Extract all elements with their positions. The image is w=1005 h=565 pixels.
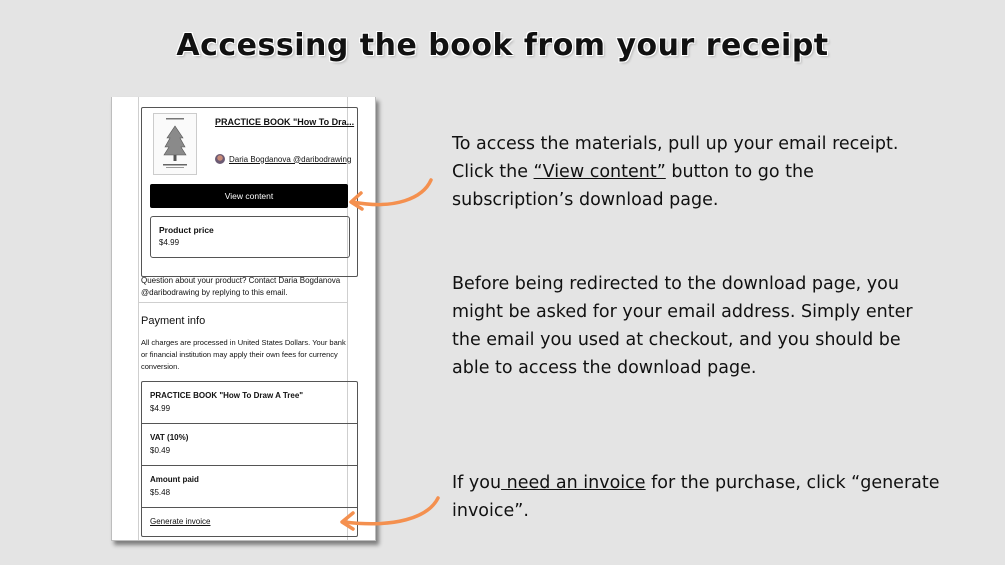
- product-price-value: $4.99: [159, 238, 180, 247]
- question-text: Question about your product? Contact Daria Bogdanova @daribodrawing by replying to this email.: [141, 276, 341, 297]
- instruction-view-content: [452, 130, 927, 214]
- payment-line-items: [141, 381, 358, 537]
- generate-invoice-row: [142, 508, 357, 536]
- tree-drawing-icon: [154, 114, 196, 174]
- view-content-button[interactable]: View content: [150, 184, 348, 208]
- line-item-value: $5.48: [150, 488, 171, 497]
- arrow-to-generate-invoice-icon: [336, 494, 444, 534]
- instruction-text: button to go the subscription’s download page.: [452, 162, 814, 210]
- line-item-value: $0.49: [150, 446, 171, 455]
- seller-name: Daria Bogdanova @daribodrawing: [229, 154, 352, 164]
- generate-invoice-link[interactable]: Generate invoice: [150, 517, 211, 526]
- need-invoice-reference: need an invoice: [501, 473, 646, 493]
- instruction-text: To access the materials, pull up your email receipt. Click the: [452, 134, 899, 182]
- product-price-label: Product price: [159, 225, 214, 235]
- line-item: [142, 424, 357, 466]
- slide-title: Accessing the book from your receipt: [176, 28, 829, 63]
- arrow-to-view-content-icon: [345, 176, 437, 214]
- divider: [138, 302, 347, 303]
- product-card: [141, 107, 358, 277]
- instruction-text: for the purchase, click “generate invoice”.: [452, 473, 940, 521]
- seller-avatar: [215, 154, 225, 164]
- product-title-link[interactable]: PRACTICE BOOK "How To Dra...: [215, 117, 355, 127]
- line-item-label: VAT (10%): [150, 433, 189, 442]
- product-price-box: [150, 216, 350, 258]
- view-content-reference: “View content”: [533, 162, 666, 182]
- instruction-invoice: [452, 469, 972, 525]
- seller-link[interactable]: [215, 154, 351, 164]
- line-item: [142, 466, 357, 508]
- line-item: [142, 382, 357, 424]
- payment-info-heading: Payment info: [141, 315, 206, 327]
- instruction-text: If you: [452, 473, 502, 493]
- line-item-value: $4.99: [150, 404, 171, 413]
- instruction-email-prompt: Before being redirected to the download page, you might be asked for your email address. Simply enter the email you used at checkout, and you should be able to access the download page.: [452, 274, 913, 378]
- receipt-left-edge: [138, 97, 139, 540]
- book-cover-thumbnail: [153, 113, 197, 175]
- line-item-label: Amount paid: [150, 475, 199, 484]
- payment-note: All charges are processed in United States Dollars. Your bank or financial institution may apply their own fees for currency conversion.: [141, 338, 346, 371]
- email-receipt-screenshot: [111, 97, 376, 541]
- line-item-label: PRACTICE BOOK "How To Draw A Tree": [150, 391, 304, 400]
